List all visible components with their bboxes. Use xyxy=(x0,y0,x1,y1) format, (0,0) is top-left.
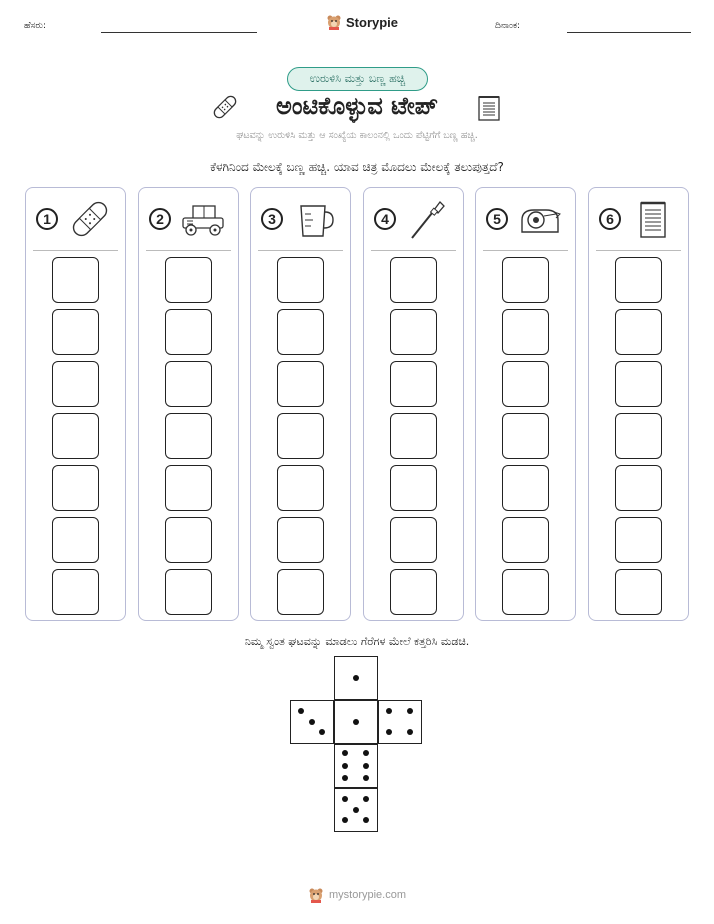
instructions: ಘಟವನ್ನು ಉರುಳಿಸಿ ಮತ್ತು ಆ ಸಂಖ್ಯೆಯ ಕಾಲಂನಲ್ಲಿ ಒಂದು ಪೆಟ್ಟಿಗೆಗೆ ಬಣ್ಣ ಹಚ್ಚಿ. xyxy=(236,130,478,141)
color-box[interactable] xyxy=(615,517,662,563)
page-title: ಅಂಟಿಕೊಳ್ಳುವ ಟೇಪ್ xyxy=(276,92,438,120)
date-label: ದಿನಾಂಕ: xyxy=(495,21,521,31)
column-divider xyxy=(146,250,231,251)
bandage-icon xyxy=(66,198,114,240)
column-1 xyxy=(25,187,126,621)
color-box[interactable] xyxy=(277,569,324,615)
column-header xyxy=(364,188,463,250)
color-box[interactable] xyxy=(277,517,324,563)
color-box[interactable] xyxy=(277,465,324,511)
column-2 xyxy=(138,187,239,621)
color-box[interactable] xyxy=(390,257,437,303)
die-pip xyxy=(363,750,369,756)
column-number: 3 xyxy=(261,208,283,230)
color-box[interactable] xyxy=(52,465,99,511)
color-box[interactable] xyxy=(390,361,437,407)
die-face-5 xyxy=(334,788,378,832)
column-divider xyxy=(258,250,343,251)
column-header xyxy=(589,188,688,250)
color-box[interactable] xyxy=(165,465,212,511)
color-box[interactable] xyxy=(52,361,99,407)
column-divider xyxy=(33,250,118,251)
color-box[interactable] xyxy=(615,309,662,355)
color-box[interactable] xyxy=(502,569,549,615)
color-box[interactable] xyxy=(502,309,549,355)
die-pip xyxy=(407,729,413,735)
column-divider xyxy=(371,250,456,251)
die-pip xyxy=(363,763,369,769)
column-number: 1 xyxy=(36,208,58,230)
die-pip xyxy=(353,719,359,725)
column-number: 5 xyxy=(486,208,508,230)
die-instructions: ನಿಮ್ಮ ಸ್ವಂತ ಘಟವನ್ನು ಮಾಡಲು ಗೆರೆಗಳ ಮೇಲೆ ಕತ್ತರಿಸಿ ಮಡಚಿ. xyxy=(244,635,470,648)
color-box[interactable] xyxy=(615,569,662,615)
die-pip xyxy=(386,729,392,735)
column-number: 6 xyxy=(599,208,621,230)
die-pip xyxy=(298,708,304,714)
color-box[interactable] xyxy=(165,413,212,459)
column-number: 2 xyxy=(149,208,171,230)
column-4 xyxy=(363,187,464,621)
die-pip xyxy=(363,817,369,823)
die-pip xyxy=(342,763,348,769)
activity-pill: ಉರುಳಿಸಿ ಮತ್ತು ಬಣ್ಣ ಹಚ್ಚಿ xyxy=(287,67,428,91)
die-pip xyxy=(319,729,325,735)
color-box[interactable] xyxy=(52,569,99,615)
color-box[interactable] xyxy=(615,361,662,407)
notepad-icon xyxy=(629,198,677,240)
column-header xyxy=(476,188,575,250)
color-box[interactable] xyxy=(277,257,324,303)
color-box[interactable] xyxy=(615,465,662,511)
brand-name: Storypie xyxy=(346,14,399,30)
color-box[interactable] xyxy=(52,309,99,355)
notepad-icon xyxy=(478,94,500,121)
paintbrush-icon xyxy=(404,198,452,240)
color-box[interactable] xyxy=(502,465,549,511)
name-label: ಹೆಸರು: xyxy=(24,21,47,31)
column-header xyxy=(139,188,238,250)
die-pip xyxy=(363,775,369,781)
color-box[interactable] xyxy=(502,517,549,563)
color-box[interactable] xyxy=(52,517,99,563)
die-pip xyxy=(309,719,315,725)
column-header xyxy=(26,188,125,250)
bear-icon xyxy=(326,14,342,30)
color-box[interactable] xyxy=(390,517,437,563)
color-box[interactable] xyxy=(502,413,549,459)
name-line[interactable] xyxy=(101,32,257,33)
vintage-car-icon xyxy=(179,198,227,240)
die-face-3 xyxy=(290,700,334,744)
die-face-4 xyxy=(378,700,422,744)
die-pip xyxy=(363,796,369,802)
tape-dispenser-icon xyxy=(516,198,564,240)
die-pip xyxy=(342,796,348,802)
date-line[interactable] xyxy=(567,32,691,33)
column-3 xyxy=(250,187,351,621)
die-pip xyxy=(407,708,413,714)
color-box[interactable] xyxy=(615,413,662,459)
color-box[interactable] xyxy=(52,413,99,459)
die-pip xyxy=(386,708,392,714)
color-box[interactable] xyxy=(390,413,437,459)
color-box[interactable] xyxy=(165,569,212,615)
color-box[interactable] xyxy=(165,361,212,407)
color-box[interactable] xyxy=(277,413,324,459)
color-box[interactable] xyxy=(502,257,549,303)
die-pip xyxy=(353,807,359,813)
color-box[interactable] xyxy=(277,309,324,355)
color-box[interactable] xyxy=(52,257,99,303)
column-6 xyxy=(588,187,689,621)
die-pip xyxy=(342,775,348,781)
die-face-1 xyxy=(334,700,378,744)
color-box[interactable] xyxy=(165,257,212,303)
die-pip xyxy=(353,675,359,681)
brand-logo xyxy=(326,14,398,30)
column-divider xyxy=(483,250,568,251)
column-number: 4 xyxy=(374,208,396,230)
color-box[interactable] xyxy=(390,465,437,511)
color-box[interactable] xyxy=(390,309,437,355)
footer-url: mystorypie.com xyxy=(328,889,407,901)
column-5 xyxy=(475,187,576,621)
color-box[interactable] xyxy=(615,257,662,303)
die-face-1 xyxy=(334,656,378,700)
die-pip xyxy=(342,817,348,823)
measuring-cup-icon xyxy=(291,198,339,240)
footer xyxy=(0,887,714,903)
bear-icon xyxy=(308,887,324,903)
die-face-6 xyxy=(334,744,378,788)
question: ಕೆಳಗಿನಿಂದ ಮೇಲಕ್ಕೆ ಬಣ್ಣ ಹಚ್ಚಿ. ಯಾವ ಚಿತ್ರ ಮೊದಲು ಮೇಲಕ್ಕೆ ತಲುಪುತ್ತದೆ? xyxy=(210,160,504,174)
color-box[interactable] xyxy=(502,361,549,407)
die-pip xyxy=(342,750,348,756)
color-box[interactable] xyxy=(165,517,212,563)
color-box[interactable] xyxy=(277,361,324,407)
column-header xyxy=(251,188,350,250)
color-box[interactable] xyxy=(165,309,212,355)
color-box[interactable] xyxy=(390,569,437,615)
column-divider xyxy=(596,250,681,251)
